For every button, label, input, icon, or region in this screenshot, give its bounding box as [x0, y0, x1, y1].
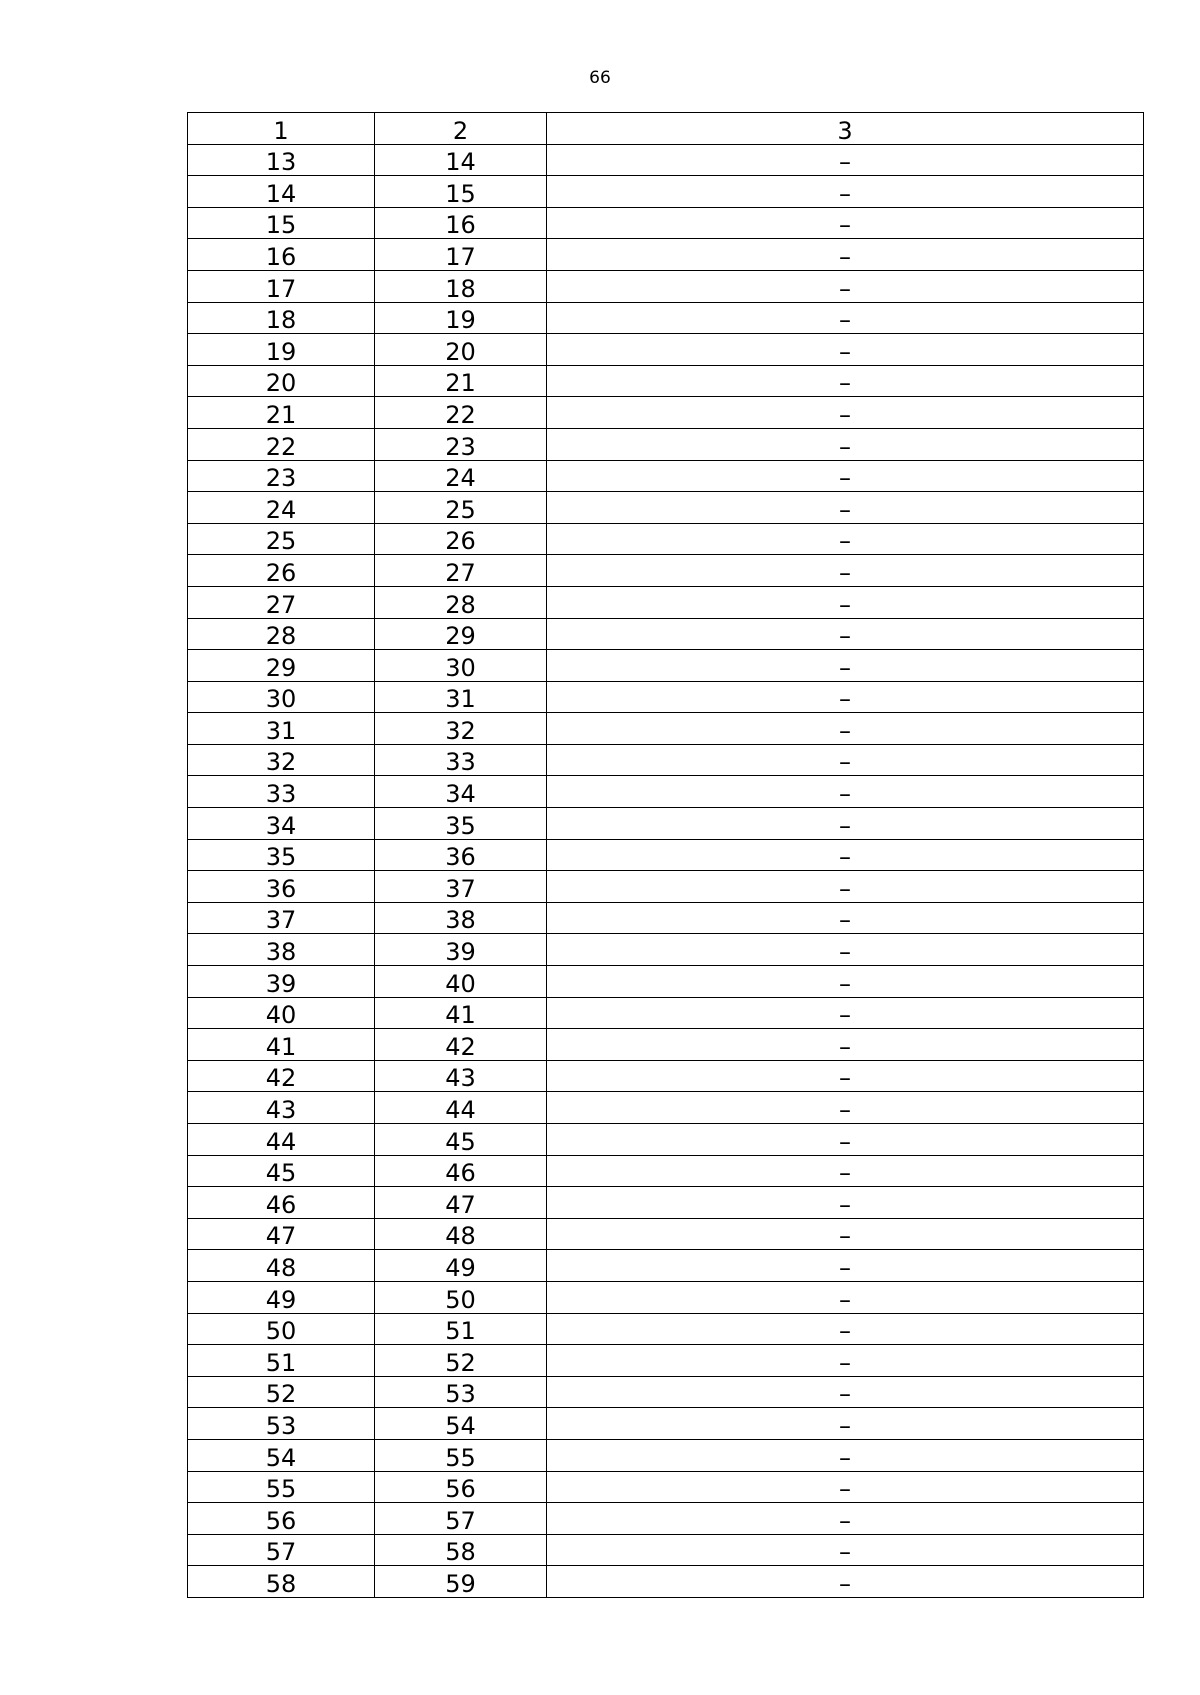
table-row — [188, 934, 1144, 966]
table-cell-col-2: 19 — [375, 302, 547, 334]
table-row — [188, 1029, 1144, 1061]
table-cell-col-2: 24 — [375, 460, 547, 492]
table-cell-col-3: – — [547, 176, 1144, 208]
table-cell-col-3: – — [547, 1439, 1144, 1471]
table-cell-col-1: 52 — [188, 1376, 375, 1408]
table-cell-col-2: 45 — [375, 1124, 547, 1156]
table-cell-col-3: – — [547, 1060, 1144, 1092]
table-cell-col-1: 57 — [188, 1534, 375, 1566]
table-cell-col-3: – — [547, 618, 1144, 650]
table-row — [188, 1534, 1144, 1566]
table-row — [188, 1124, 1144, 1156]
table-cell-col-3: – — [547, 1471, 1144, 1503]
table-cell-col-2: 29 — [375, 618, 547, 650]
table-cell-col-2: 48 — [375, 1218, 547, 1250]
table-cell-col-1: 43 — [188, 1092, 375, 1124]
table-row — [188, 586, 1144, 618]
table-cell-col-2: 21 — [375, 365, 547, 397]
table-cell-col-3: – — [547, 586, 1144, 618]
table-row — [188, 397, 1144, 429]
table-cell-col-2: 41 — [375, 997, 547, 1029]
table-cell-col-2: 51 — [375, 1313, 547, 1345]
table-cell-col-3: – — [547, 492, 1144, 524]
table-cell-col-1: 53 — [188, 1408, 375, 1440]
table-cell-col-3: – — [547, 1250, 1144, 1282]
table-cell-col-2: 14 — [375, 144, 547, 176]
table-cell-col-2: 49 — [375, 1250, 547, 1282]
table-cell-col-1: 32 — [188, 744, 375, 776]
table-cell-col-1: 24 — [188, 492, 375, 524]
table-cell-col-2: 28 — [375, 586, 547, 618]
table-cell-col-3: – — [547, 1218, 1144, 1250]
table-cell-col-1: 16 — [188, 239, 375, 271]
table-cell-col-3: – — [547, 1124, 1144, 1156]
table-cell-col-3: – — [547, 1155, 1144, 1187]
table-row — [188, 997, 1144, 1029]
table-row — [188, 618, 1144, 650]
table-cell-col-2: 56 — [375, 1471, 547, 1503]
table-cell-col-2: 39 — [375, 934, 547, 966]
data-table — [187, 112, 1144, 1598]
table-cell-col-3: – — [547, 239, 1144, 271]
table-cell-col-3: – — [547, 555, 1144, 587]
table-cell-col-3: – — [547, 460, 1144, 492]
table-cell-col-1: 27 — [188, 586, 375, 618]
table-cell-col-3: – — [547, 302, 1144, 334]
header-cell-col-3: 3 — [547, 113, 1144, 145]
table-cell-col-1: 28 — [188, 618, 375, 650]
table-row — [188, 460, 1144, 492]
table-cell-col-1: 58 — [188, 1566, 375, 1598]
table-cell-col-1: 26 — [188, 555, 375, 587]
table-row — [188, 650, 1144, 682]
table-cell-col-2: 33 — [375, 744, 547, 776]
table-cell-col-1: 42 — [188, 1060, 375, 1092]
table-cell-col-3: – — [547, 650, 1144, 682]
table-row — [188, 492, 1144, 524]
table-cell-col-1: 46 — [188, 1187, 375, 1219]
table-cell-col-3: – — [547, 428, 1144, 460]
table-cell-col-3: – — [547, 776, 1144, 808]
table-cell-col-1: 31 — [188, 713, 375, 745]
table-cell-col-3: – — [547, 966, 1144, 998]
table-row — [188, 839, 1144, 871]
table-cell-col-2: 58 — [375, 1534, 547, 1566]
table-row — [188, 365, 1144, 397]
table-cell-col-1: 33 — [188, 776, 375, 808]
table-cell-col-1: 40 — [188, 997, 375, 1029]
table-cell-col-3: – — [547, 934, 1144, 966]
table-cell-col-2: 20 — [375, 334, 547, 366]
table-cell-col-1: 19 — [188, 334, 375, 366]
table-row — [188, 744, 1144, 776]
table-row — [188, 1376, 1144, 1408]
table-cell-col-3: – — [547, 744, 1144, 776]
table-row — [188, 1155, 1144, 1187]
table-row — [188, 1566, 1144, 1598]
table-row — [188, 1187, 1144, 1219]
table-row — [188, 207, 1144, 239]
table-row — [188, 239, 1144, 271]
table-cell-col-2: 55 — [375, 1439, 547, 1471]
table-row — [188, 1218, 1144, 1250]
table-row — [188, 555, 1144, 587]
table-cell-col-3: – — [547, 1566, 1144, 1598]
table-row — [188, 428, 1144, 460]
table-cell-col-3: – — [547, 334, 1144, 366]
table-cell-col-2: 37 — [375, 871, 547, 903]
table-cell-col-3: – — [547, 144, 1144, 176]
table-cell-col-3: – — [547, 1503, 1144, 1535]
table-row — [188, 871, 1144, 903]
table-row — [188, 902, 1144, 934]
table-cell-col-2: 42 — [375, 1029, 547, 1061]
table-cell-col-2: 31 — [375, 681, 547, 713]
table-header-row — [188, 113, 1144, 145]
table-cell-col-2: 57 — [375, 1503, 547, 1535]
table-row — [188, 176, 1144, 208]
table-cell-col-1: 30 — [188, 681, 375, 713]
table-cell-col-3: – — [547, 270, 1144, 302]
table-row — [188, 1439, 1144, 1471]
table-cell-col-2: 17 — [375, 239, 547, 271]
table-cell-col-1: 34 — [188, 808, 375, 840]
table-cell-col-2: 16 — [375, 207, 547, 239]
table-cell-col-1: 38 — [188, 934, 375, 966]
table-cell-col-2: 18 — [375, 270, 547, 302]
table-cell-col-3: – — [547, 207, 1144, 239]
table-row — [188, 966, 1144, 998]
table-cell-col-1: 51 — [188, 1345, 375, 1377]
table-cell-col-1: 45 — [188, 1155, 375, 1187]
table-cell-col-2: 25 — [375, 492, 547, 524]
table-cell-col-2: 15 — [375, 176, 547, 208]
table-cell-col-1: 37 — [188, 902, 375, 934]
table-cell-col-3: – — [547, 713, 1144, 745]
table-row — [188, 1471, 1144, 1503]
table-cell-col-1: 39 — [188, 966, 375, 998]
table-cell-col-1: 36 — [188, 871, 375, 903]
table-cell-col-2: 38 — [375, 902, 547, 934]
table-cell-col-1: 49 — [188, 1281, 375, 1313]
table-cell-col-3: – — [547, 365, 1144, 397]
table-row — [188, 1060, 1144, 1092]
table-row — [188, 1503, 1144, 1535]
table-cell-col-1: 18 — [188, 302, 375, 334]
table-cell-col-3: – — [547, 1187, 1144, 1219]
table-row — [188, 302, 1144, 334]
table-cell-col-3: – — [547, 523, 1144, 555]
table-row — [188, 334, 1144, 366]
table-cell-col-1: 25 — [188, 523, 375, 555]
table-cell-col-2: 59 — [375, 1566, 547, 1598]
table-cell-col-2: 46 — [375, 1155, 547, 1187]
table-row — [188, 1408, 1144, 1440]
table-cell-col-2: 52 — [375, 1345, 547, 1377]
table-row — [188, 1345, 1144, 1377]
table-cell-col-2: 30 — [375, 650, 547, 682]
table-cell-col-2: 34 — [375, 776, 547, 808]
table-cell-col-2: 22 — [375, 397, 547, 429]
table-cell-col-3: – — [547, 397, 1144, 429]
table-cell-col-2: 26 — [375, 523, 547, 555]
table-cell-col-1: 22 — [188, 428, 375, 460]
table-cell-col-1: 21 — [188, 397, 375, 429]
table-row — [188, 144, 1144, 176]
table-cell-col-3: – — [547, 839, 1144, 871]
table-row — [188, 1092, 1144, 1124]
table-cell-col-3: – — [547, 681, 1144, 713]
table-row — [188, 776, 1144, 808]
table-row — [188, 523, 1144, 555]
table-cell-col-2: 36 — [375, 839, 547, 871]
table-cell-col-3: – — [547, 1092, 1144, 1124]
table-cell-col-2: 40 — [375, 966, 547, 998]
header-cell-col-2: 2 — [375, 113, 547, 145]
table-cell-col-1: 14 — [188, 176, 375, 208]
table-cell-col-3: – — [547, 902, 1144, 934]
table-cell-col-1: 13 — [188, 144, 375, 176]
table-cell-col-1: 41 — [188, 1029, 375, 1061]
table-cell-col-3: – — [547, 1313, 1144, 1345]
table-cell-col-1: 50 — [188, 1313, 375, 1345]
table-cell-col-2: 50 — [375, 1281, 547, 1313]
table-cell-col-3: – — [547, 1281, 1144, 1313]
table-cell-col-3: – — [547, 997, 1144, 1029]
table-cell-col-2: 43 — [375, 1060, 547, 1092]
table-cell-col-1: 54 — [188, 1439, 375, 1471]
table-cell-col-2: 54 — [375, 1408, 547, 1440]
table-cell-col-2: 44 — [375, 1092, 547, 1124]
table-cell-col-1: 55 — [188, 1471, 375, 1503]
table-cell-col-2: 53 — [375, 1376, 547, 1408]
table-row — [188, 270, 1144, 302]
table-cell-col-3: – — [547, 1029, 1144, 1061]
table-cell-col-3: – — [547, 808, 1144, 840]
table-cell-col-3: – — [547, 1345, 1144, 1377]
table-cell-col-3: – — [547, 1534, 1144, 1566]
table-cell-col-2: 27 — [375, 555, 547, 587]
table-body — [188, 113, 1144, 1598]
table-cell-col-1: 48 — [188, 1250, 375, 1282]
table-cell-col-2: 23 — [375, 428, 547, 460]
table-row — [188, 1281, 1144, 1313]
table-cell-col-1: 23 — [188, 460, 375, 492]
table-row — [188, 681, 1144, 713]
table-cell-col-3: – — [547, 1408, 1144, 1440]
table-cell-col-1: 47 — [188, 1218, 375, 1250]
table-cell-col-1: 17 — [188, 270, 375, 302]
table-row — [188, 1313, 1144, 1345]
table-cell-col-2: 32 — [375, 713, 547, 745]
table-row — [188, 713, 1144, 745]
table-cell-col-2: 47 — [375, 1187, 547, 1219]
page-number: 66 — [589, 68, 611, 88]
table-row — [188, 1250, 1144, 1282]
table-cell-col-1: 44 — [188, 1124, 375, 1156]
table-cell-col-1: 29 — [188, 650, 375, 682]
table-cell-col-3: – — [547, 1376, 1144, 1408]
table-row — [188, 808, 1144, 840]
table-cell-col-1: 56 — [188, 1503, 375, 1535]
table-cell-col-3: – — [547, 871, 1144, 903]
header-cell-col-1: 1 — [188, 113, 375, 145]
table-cell-col-1: 15 — [188, 207, 375, 239]
table-cell-col-2: 35 — [375, 808, 547, 840]
table-cell-col-1: 20 — [188, 365, 375, 397]
table-cell-col-1: 35 — [188, 839, 375, 871]
